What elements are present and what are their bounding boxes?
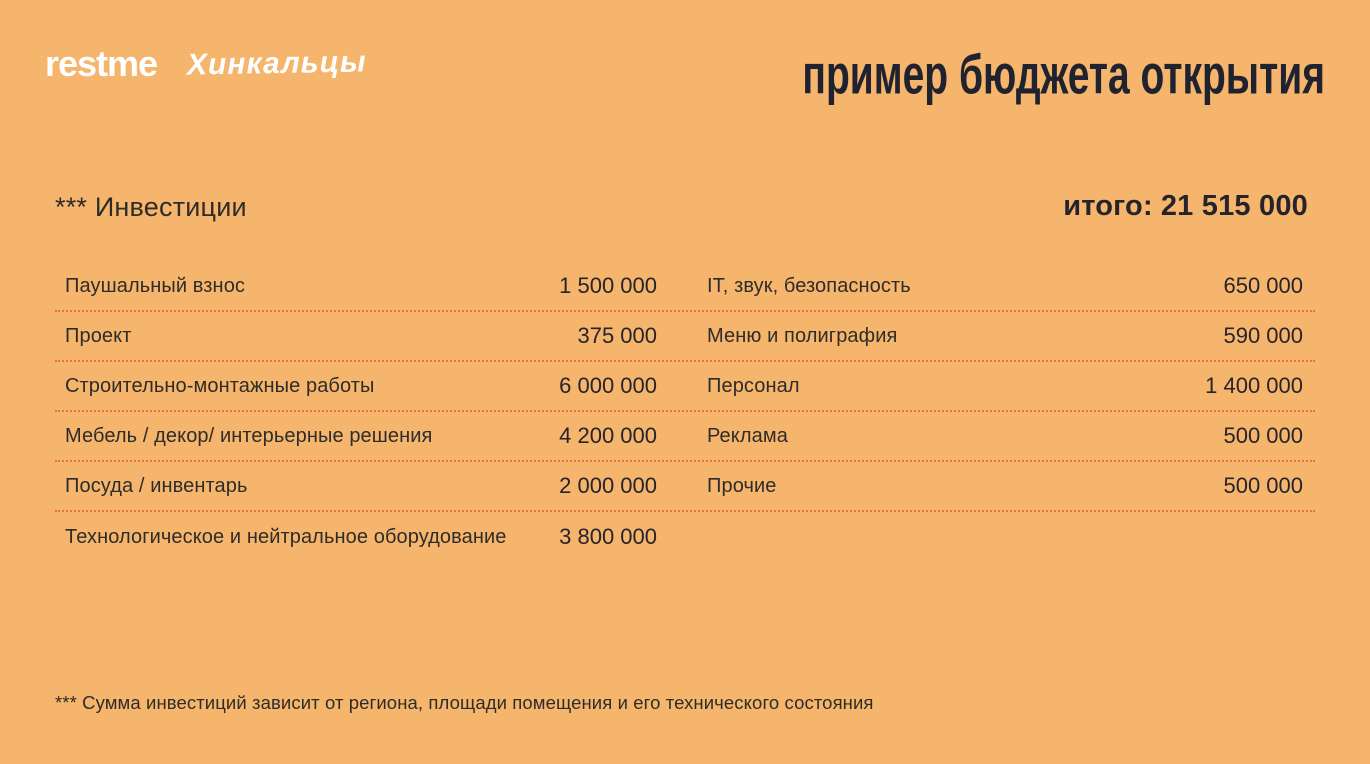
total-label: итого: bbox=[1063, 190, 1153, 222]
item-label: Меню и полиграфия bbox=[707, 324, 898, 347]
item-label: Мебель / декор/ интерьерные решения bbox=[65, 424, 433, 447]
item-value: 2 000 000 bbox=[559, 473, 657, 498]
khinkaltsy-logo: Хинкальцы bbox=[186, 45, 367, 82]
budget-table bbox=[55, 262, 1315, 562]
item-value: 500 000 bbox=[1223, 473, 1303, 498]
column-gap bbox=[657, 312, 707, 360]
column-gap bbox=[657, 512, 707, 562]
item-value: 3 800 000 bbox=[559, 524, 657, 549]
item-value: 1 500 000 bbox=[559, 273, 657, 298]
table-row bbox=[55, 462, 1315, 512]
item-label: Реклама bbox=[707, 424, 788, 447]
item-label: Паушальный взнос bbox=[65, 274, 246, 297]
item-value: 375 000 bbox=[577, 323, 657, 348]
total-value: 21 515 000 bbox=[1160, 190, 1308, 222]
total-amount bbox=[1063, 190, 1308, 223]
item-value: 590 000 bbox=[1223, 323, 1303, 348]
item-label: Прочие bbox=[707, 474, 777, 497]
table-row bbox=[55, 312, 1315, 362]
footnote: *** Сумма инвестиций зависит от региона, площади помещения и его технического состояния bbox=[55, 692, 874, 713]
page-title: пример бюджета открытия bbox=[802, 42, 1325, 106]
item-value: 4 200 000 bbox=[559, 423, 657, 448]
table-row bbox=[55, 512, 1315, 562]
item-value: 6 000 000 bbox=[559, 373, 657, 398]
item-label: Посуда / инвентарь bbox=[65, 474, 248, 497]
item-value: 1 400 000 bbox=[1205, 373, 1303, 398]
table-row bbox=[55, 362, 1315, 412]
column-gap bbox=[657, 262, 707, 310]
section-heading-investments: *** Инвестиции bbox=[55, 192, 247, 222]
table-row bbox=[55, 262, 1315, 312]
item-label: IT, звук, безопасность bbox=[707, 274, 911, 297]
column-gap bbox=[657, 462, 707, 510]
item-label: Строительно-монтажные работы bbox=[65, 374, 375, 397]
item-label: Персонал bbox=[707, 374, 800, 397]
item-value: 650 000 bbox=[1223, 273, 1303, 298]
column-gap bbox=[657, 412, 707, 460]
item-label: Технологическое и нейтральное оборудование bbox=[65, 525, 507, 548]
item-value: 500 000 bbox=[1223, 423, 1303, 448]
brand-row bbox=[45, 43, 367, 84]
restme-logo: restme bbox=[45, 43, 158, 84]
table-row bbox=[55, 412, 1315, 462]
column-gap bbox=[657, 362, 707, 410]
item-label: Проект bbox=[65, 324, 132, 347]
